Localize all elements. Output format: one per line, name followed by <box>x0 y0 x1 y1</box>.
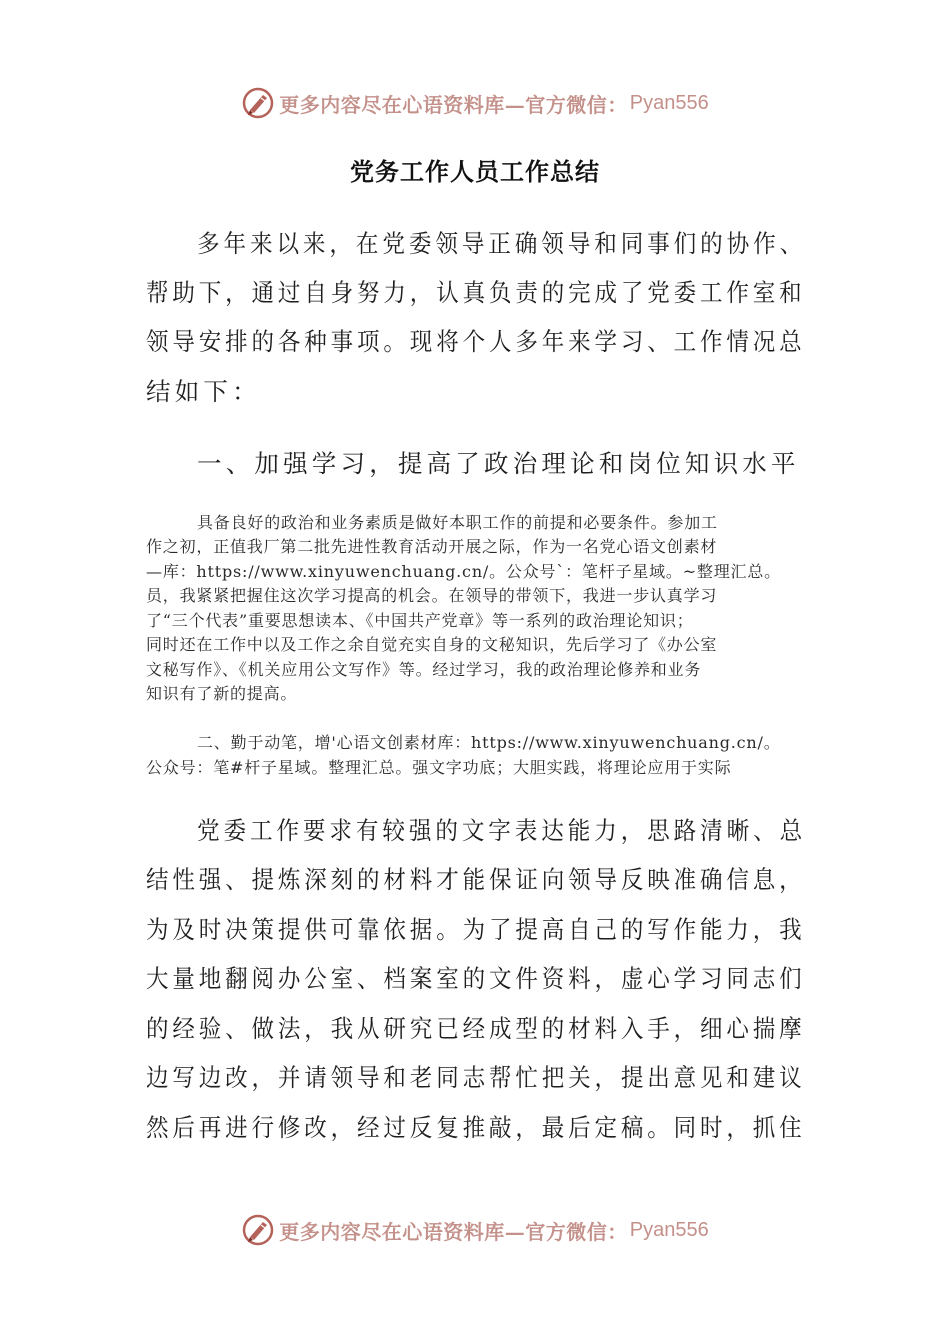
section1-line: 文秘写作》、《机关应用公文写作》等。经过学习，我的政治理论修养和业务 <box>146 660 702 679</box>
intro-line: 结如下： <box>146 377 261 406</box>
body-line: 的经验、做法，我从研究已经成型的材料入手，细心揣摩 <box>146 1014 806 1043</box>
section1-line: 作之初，正值我厂第二批先进性教育活动开展之际，作为一名党心语文创素材 <box>146 537 718 556</box>
intro-line: 帮助下，通过自身努力，认真负责的完成了党委工作室和 <box>146 278 806 307</box>
section-heading: 一、加强学习，提高了政治理论和岗位知识水平 <box>197 449 800 478</box>
section1-line: 具备良好的政治和业务素质是做好本职工作的前提和必要条件。参加工 <box>197 513 718 532</box>
body-line: 结性强、提炼深刻的材料才能保证向领导反映准确信息， <box>146 865 806 894</box>
document-title: 党务工作人员工作总结 <box>350 157 600 186</box>
banner-text: 更多内容尽在心语资料库—官方微信： <box>279 1219 628 1244</box>
header-banner <box>0 83 950 123</box>
section2-line: 二、勤于动笔，增'心语文创素材库：https://www.xinyuwenchuang.cn/。 <box>197 733 781 752</box>
body-line: 为及时决策提供可靠依据。为了提高自己的写作能力，我 <box>146 915 806 944</box>
body-line: 党委工作要求有较强的文字表达能力，思路清晰、总 <box>197 816 807 845</box>
body-line: 然后再进行修改，经过反复推敲，最后定稿。同时，抓住 <box>146 1113 806 1142</box>
section1-line: 员，我紧紧把握住这次学习提高的机会。在领导的带领下，我进一步认真学习 <box>146 586 718 605</box>
section2-line: 公众号：笔#杆子星域。整理汇总。强文字功底；大胆实践，将理论应用于实际 <box>146 758 732 777</box>
intro-line: 领导安排的各种事项。现将个人多年来学习、工作情况总 <box>146 327 806 356</box>
section1-line: 同时还在工作中以及工作之余自觉充实自身的文秘知识，先后学习了《办公室 <box>146 635 718 654</box>
banner-wechat-handle: Pyan556 <box>629 91 709 114</box>
footer-banner <box>0 1210 950 1250</box>
banner-text: 更多内容尽在心语资料库—官方微信： <box>279 92 628 117</box>
section1-line: 知识有了新的提高。 <box>146 684 298 703</box>
section1-line: 了“三个代表”重要思想读本、《中国共产党章》等一系列的政治理论知识； <box>146 611 694 630</box>
section1-line: —库：https://www.xinyuwenchuang.cn/。公众号`：笔杆子星域。~整理汇总。 <box>146 562 781 581</box>
pen-logo-icon <box>241 1213 275 1247</box>
body-line: 大量地翻阅办公室、档案室的文件资料，虚心学习同志们 <box>146 964 806 993</box>
pen-logo-icon <box>241 86 275 120</box>
intro-line: 多年来以来，在党委领导正确领导和同事们的协作、 <box>197 229 807 258</box>
body-line: 边写边改，并请领导和老同志帮忙把关，提出意见和建议 <box>146 1063 806 1092</box>
banner-wechat-handle: Pyan556 <box>629 1218 709 1241</box>
